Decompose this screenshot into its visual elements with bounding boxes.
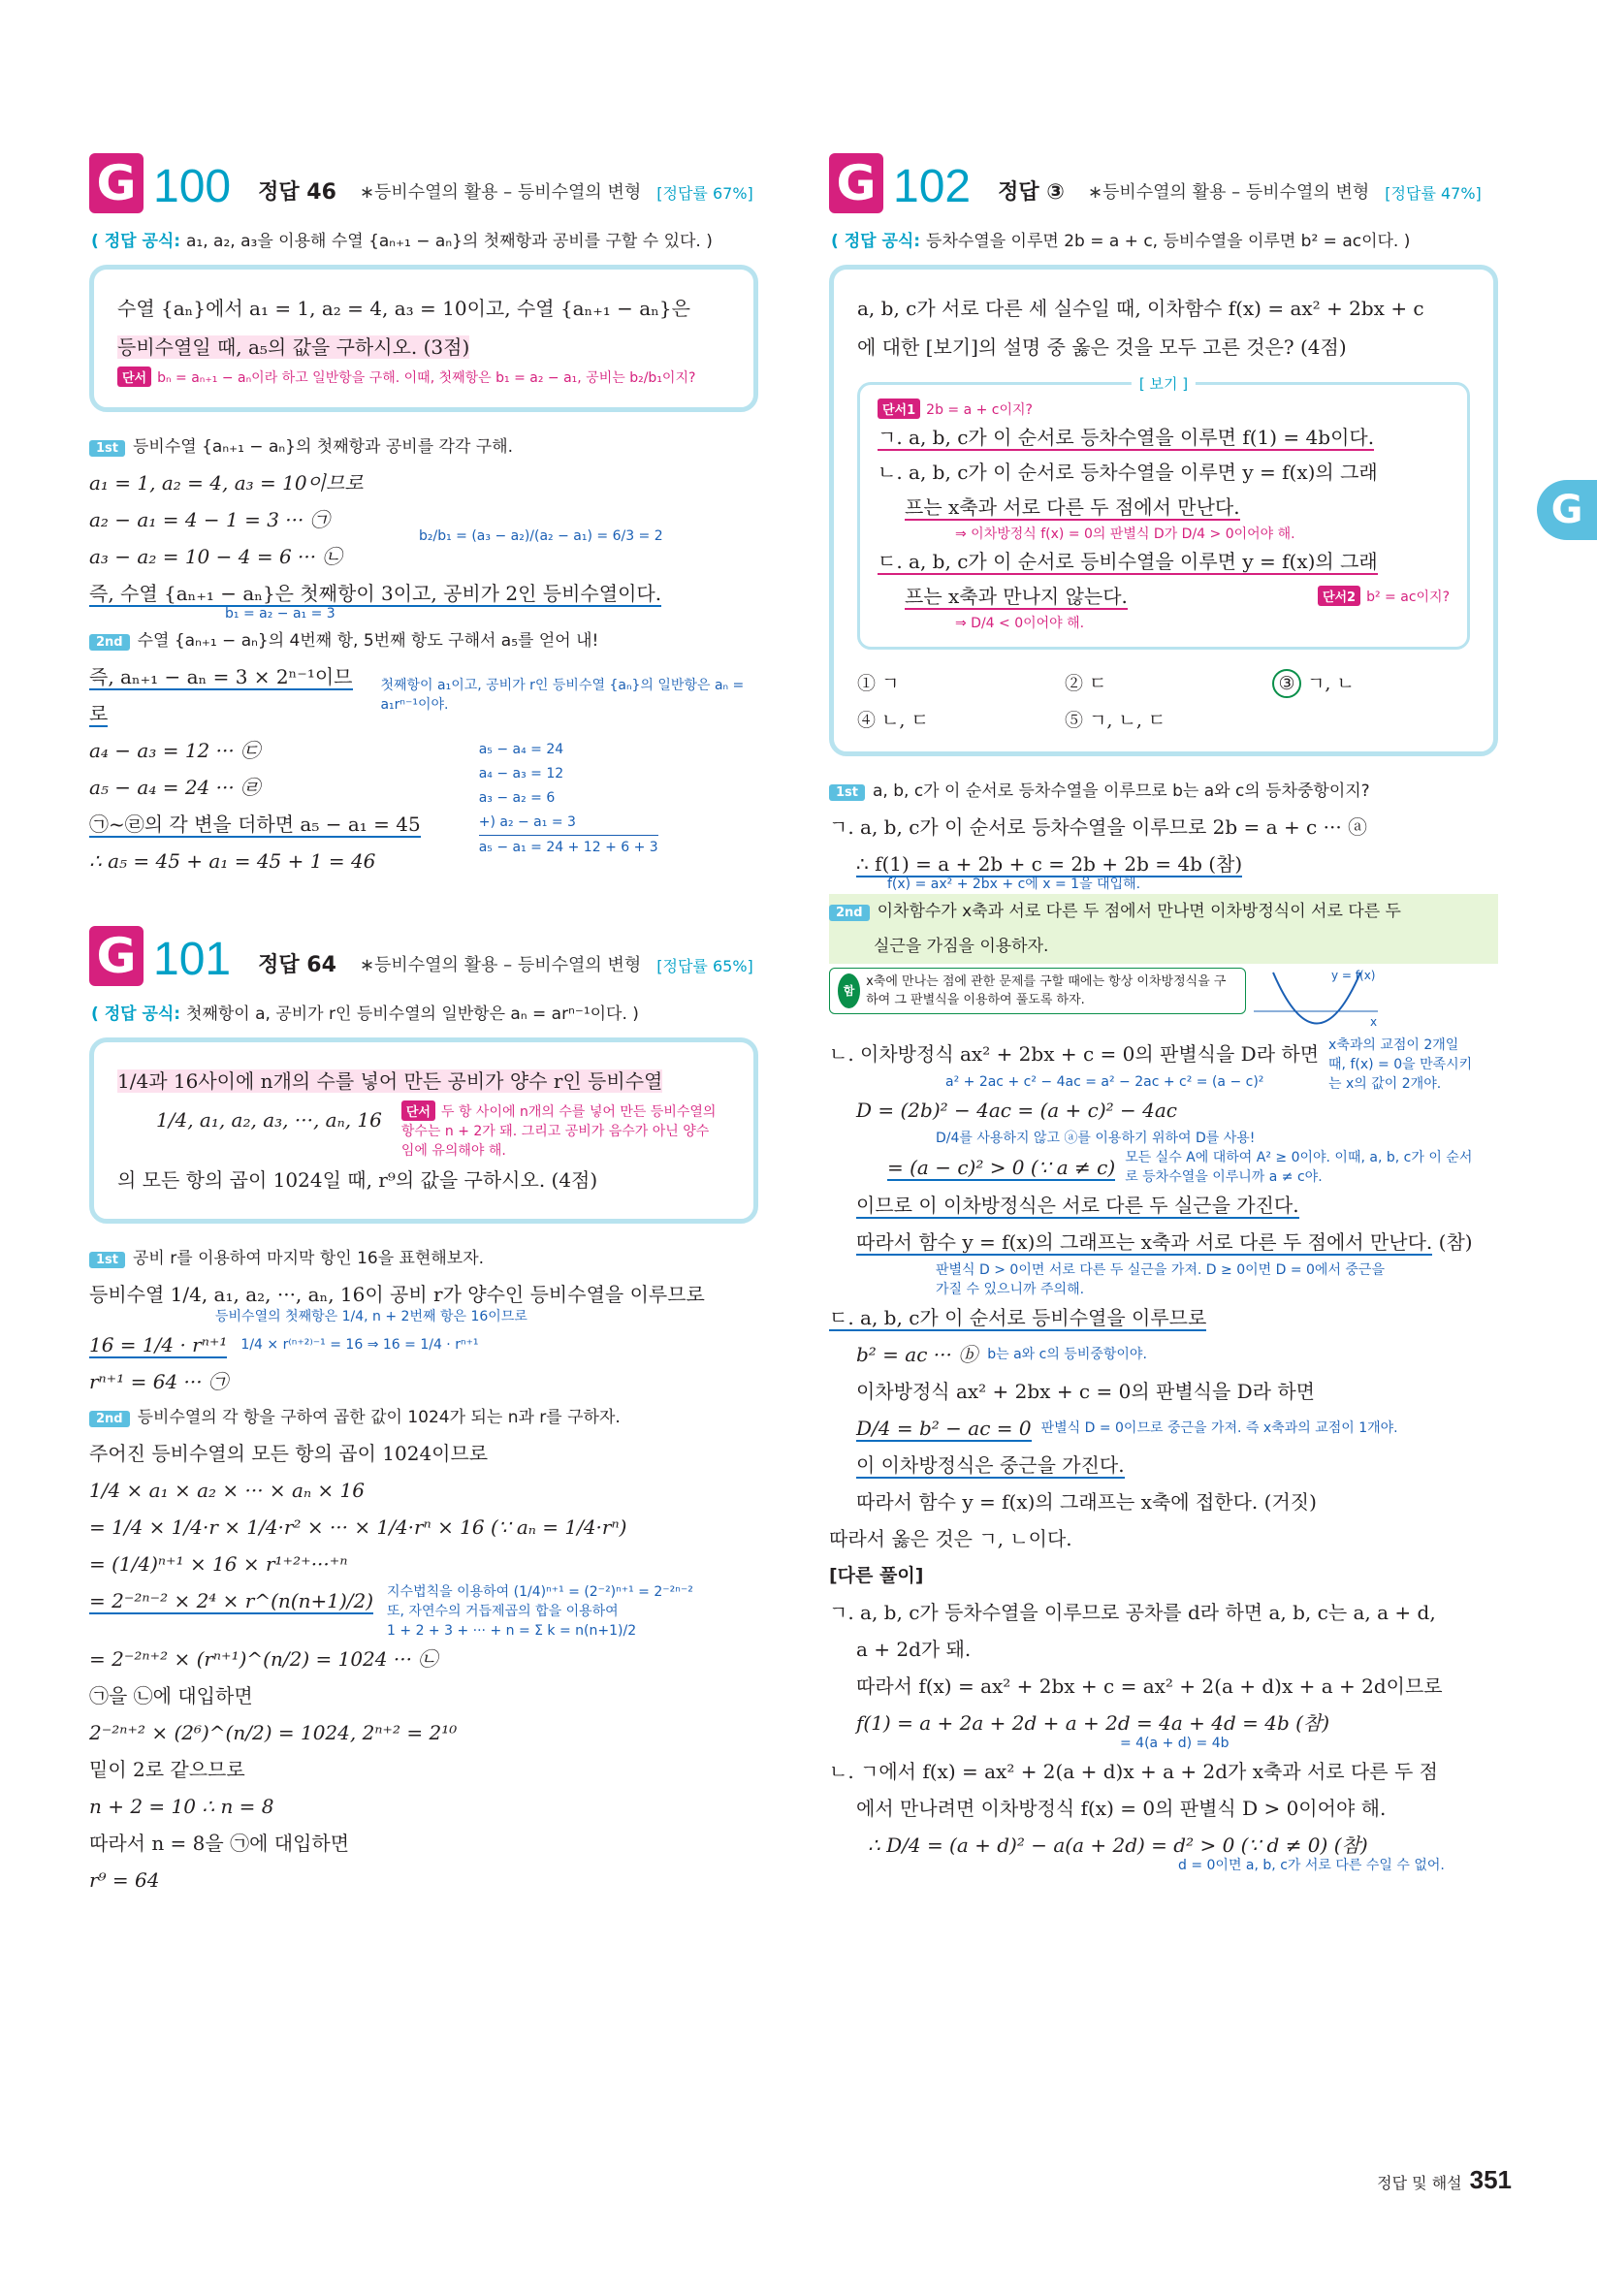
bogi-note-3: ⇒ D/4 < 0이어야 해.: [955, 616, 1085, 631]
question-box: [829, 265, 1498, 756]
problem-102: [829, 145, 1498, 1875]
side-note: 등비수열의 첫째항은 1/4, n + 2번째 항은 16이므로: [215, 1309, 527, 1324]
solution-line: ∴ f(1) = a + 2b + c = 2b + 2b = 4b (참): [856, 852, 1243, 876]
side-note: 1/4 × r⁽ⁿ⁺²⁾⁻¹ = 16 ⇒ 16 = 1/4 · rⁿ⁺¹: [240, 1337, 479, 1353]
answer-label: 정답 ③: [998, 180, 1065, 205]
choice-2: ② ㄷ: [1065, 673, 1107, 694]
solution-line: 이차방정식 ax² + 2bx + c = 0의 판별식을 D라 하면: [856, 1380, 1315, 1403]
alt-line: ㄱ. a, b, c가 등차수열을 이루므로 공차를 d라 하면 a, b, c는 a, a + d,: [829, 1601, 1436, 1624]
solution-line: n + 2 = 10 ∴ n = 8: [89, 1795, 274, 1818]
question-line-2: 에 대한 [보기]의 설명 중 옳은 것을 모두 고른 것은? (4점): [857, 335, 1347, 359]
solution-line: 즉, 수열 {aₙ₊₁ − aₙ}은 첫째항이 3이고, 공비가 2인 등비수열이다.: [89, 582, 662, 605]
side-note: f(x) = ax² + 2bx + c에 x = 1을 대입해.: [887, 877, 1141, 892]
solution-line: = (a − c)² > 0 (∵ a ≠ c): [887, 1156, 1116, 1179]
side-note: 모든 실수 A에 대하여 A² ≥ 0이야. 이때, a, b, c가 이 순서로 등차수열을 이루니까 a ≠ c야.: [1125, 1150, 1473, 1185]
choice-3: ③ ㄱ, ㄴ: [1272, 669, 1470, 698]
solution-line: D = (2b)² − 4ac = (a + c)² − 4ac: [856, 1099, 1177, 1122]
solution-line: ㄱ. a, b, c가 이 순서로 등차수열을 이루므로 2b = a + c ··· ⓐ: [829, 815, 1368, 839]
solution: [89, 1241, 758, 1898]
choice-5: ⑤ ㄱ, ㄴ, ㄷ: [1065, 710, 1166, 731]
right-column: [829, 145, 1498, 1875]
solution-line: 이 이차방정식은 중근을 가진다.: [856, 1453, 1125, 1477]
bogi-box: [857, 375, 1470, 650]
solution-line: a₁ = 1, a₂ = 4, a₃ = 10이므로: [89, 471, 364, 494]
alt-line: a + 2d가 돼.: [856, 1638, 972, 1661]
answer-choices: [857, 669, 1470, 732]
solution-line: 16 = 1/4 · rⁿ⁺¹: [89, 1333, 228, 1356]
page-footer: [1377, 2165, 1512, 2195]
answer-label: 정답 64: [258, 953, 336, 977]
trap-box: 함정 x축에 만나는 점에 관한 문제를 구할 때에는 항상 이차방정식을 구하여 그 판별식을 이용하여 풀도록 하자.: [829, 968, 1246, 1014]
alt-solution-title: [다른 풀이]: [829, 1565, 924, 1586]
side-note: 판별식 D = 0이므로 중근을 가져. 즉 x축과의 교점이 1개야.: [1040, 1420, 1398, 1436]
side-note: 첫째항이 a₁이고, 공비가 r인 등비수열 {aₙ}의 일반항은 aₙ = a₁rⁿ⁻¹이야.: [380, 678, 745, 713]
bogi-item-3: ㄷ. a, b, c가 이 순서로 등비수열을 이루면 y = f(x)의 그래: [878, 550, 1378, 573]
side-note: D/4를 사용하지 않고 ⓐ를 이용하기 위하여 D를 사용!: [936, 1131, 1256, 1146]
alt-line: f(1) = a + 2a + 2d + a + 2d = 4a + 4d = 4b (참): [856, 1711, 1330, 1735]
hint: 단서 bₙ = aₙ₊₁ − aₙ이라 하고 일반항을 구해. 이때, 첫째항은 b₁ = a₂ − a₁, 공비는 b₂/b₁이지?: [117, 367, 730, 388]
hint: 단서 두 항 사이에 n개의 수를 넣어 만든 등비수열의 항수는 n + 2가 돼. 그리고 공비가 음수가 아닌 양수임에 유의해야 해.: [401, 1100, 721, 1161]
problem-header: [829, 145, 1498, 213]
solution-line: 따라서 옳은 것은 ㄱ, ㄴ이다.: [829, 1527, 1072, 1550]
side-note: = 4(a + d) = 4b: [1120, 1736, 1230, 1751]
side-note: a² + 2ac + c² − 4ac = a² − 2ac + c² = (a − c)²: [945, 1074, 1264, 1090]
page-number: 351: [1469, 2165, 1512, 2194]
solution-line: ㉠을 ㉡에 대입하면: [89, 1684, 253, 1707]
solution-line: 즉, aₙ₊₁ − aₙ = 3 × 2ⁿ⁻¹이므로: [89, 665, 353, 725]
alt-line: ㄴ. ㄱ에서 f(x) = ax² + 2(a + d)x + a + 2d가 x축과 서로 다른 두 점: [829, 1760, 1438, 1783]
answer-label: 정답 46: [258, 180, 336, 205]
solution-line: ㄷ. a, b, c가 이 순서로 등비수열을 이루므로: [829, 1306, 1207, 1329]
alt-line: ∴ D/4 = (a + d)² − a(a + 2d) = d² > 0 (∵ d ≠ 0) (참): [868, 1834, 1368, 1857]
solution-line: ㉠~㉣의 각 변을 더하면 a₅ − a₁ = 45: [89, 813, 421, 836]
side-sum: a₅ − a₄ = 24 a₄ − a₃ = 12 a₃ − a₂ = 6 +) a₂ − a₁ = 3 a₅ − a₁ = 24 + 12 + 6 + 3: [478, 742, 658, 855]
problem-number: 102: [893, 161, 972, 212]
side-note: d = 0이면 a, b, c가 서로 다른 수일 수 없어.: [1178, 1858, 1445, 1873]
solution-line: 주어진 등비수열의 모든 항의 곱이 1024이므로: [89, 1442, 489, 1465]
section-tab-g: G: [1537, 480, 1597, 540]
parabola-graph: [1254, 968, 1380, 1036]
solution: [89, 430, 758, 879]
step-1-heading: 1st a, b, c가 이 순서로 등차수열을 이루므로 b는 a와 c의 등차중항이지?: [829, 774, 1498, 809]
side-note: b는 a와 c의 등비중항이야.: [987, 1347, 1147, 1362]
choice-4: ④ ㄴ, ㄷ: [857, 710, 929, 731]
solution-line: a₃ − a₂ = 10 − 4 = 6 ··· ㉡: [89, 545, 342, 568]
solution-line: a₂ − a₁ = 4 − 1 = 3 ··· ㉠: [89, 508, 330, 531]
question-line-3: 의 모든 항의 곱이 1024일 때, r⁹의 값을 구하시오. (4점): [117, 1168, 598, 1192]
step-1-heading: 1st 등비수열 {aₙ₊₁ − aₙ}의 첫째항과 공비를 각각 구해.: [89, 430, 758, 464]
step-2-heading: 2nd 등비수열의 각 항을 구하여 곱한 값이 1024가 되는 n과 r를 구하자.: [89, 1400, 758, 1435]
accuracy-rate: [정답률 67%]: [656, 184, 753, 203]
hint-1: 단서1 2b = a + c이지?: [878, 399, 1450, 420]
solution-line: 이므로 이 이차방정식은 서로 다른 두 실근을 가진다.: [856, 1194, 1299, 1217]
solution-line: 밑이 2로 같으므로: [89, 1758, 245, 1781]
solution-line: 따라서 함수 y = f(x)의 그래프는 x축에 접한다. (거짓): [856, 1490, 1317, 1514]
bogi-item-2: ㄴ. a, b, c가 이 순서로 등차수열을 이루면 y = f(x)의 그래: [878, 461, 1378, 484]
solution-line: = 2⁻²ⁿ⁻² × 2⁴ × r^(n(n+1)/2): [89, 1589, 374, 1612]
solution-line: ∴ a₅ = 45 + a₁ = 45 + 1 = 46: [89, 849, 376, 873]
step-1-heading: 1st 공비 r를 이용하여 마지막 항인 16을 표현해보자.: [89, 1241, 758, 1276]
solution: [829, 774, 1498, 1875]
question-line-2: 등비수열일 때, a₅의 값을 구하시오. (3점): [117, 335, 470, 359]
bogi-note-2: ⇒ 이차방정식 f(x) = 0의 판별식 D가 D/4 > 0이어야 해.: [955, 526, 1295, 542]
topic-label: ∗등비수열의 활용 – 등비수열의 변형: [359, 182, 642, 203]
bogi-item-1: ㄱ. a, b, c가 이 순서로 등차수열을 이루면 f(1) = 4b이다.: [878, 426, 1375, 449]
answer-formula: ( 정답 공식: a₁, a₂, a₃을 이용해 수열 {aₙ₊₁ − aₙ}의 첫째항과 공비를 구할 수 있다. ): [91, 232, 713, 251]
topic-label: ∗등비수열의 활용 – 등비수열의 변형: [1087, 182, 1370, 203]
problem-number: 101: [153, 934, 232, 985]
accuracy-rate: [정답률 65%]: [656, 957, 753, 975]
graph-label: y = f(x): [1331, 969, 1376, 982]
problem-header: [89, 145, 758, 213]
solution-line: ㄴ. 이차방정식 ax² + 2bx + c = 0의 판별식을 D라 하면: [829, 1042, 1320, 1066]
problem-101: [89, 918, 758, 1898]
solution-line: b² = ac ··· ⓑ: [856, 1343, 978, 1366]
accuracy-rate: [정답률 47%]: [1385, 184, 1482, 203]
solution-line: = (1/4)ⁿ⁺¹ × 16 × r¹⁺²⁺···⁺ⁿ: [89, 1552, 348, 1576]
g-logo: G: [89, 926, 144, 986]
problem-100: [89, 145, 758, 879]
question-box: [89, 1037, 758, 1224]
side-note: b₁ = a₂ − a₁ = 3: [225, 606, 335, 622]
choice-1: ① ㄱ: [857, 673, 900, 694]
solution-line: 등비수열 1/4, a₁, a₂, ···, aₙ, 16이 공비 r가 양수인 등비수열을 이루므로: [89, 1283, 705, 1306]
solution-line: = 1/4 × 1/4·r × 1/4·r² × ··· × 1/4·rⁿ × 16 (∵ aₙ = 1/4·rⁿ): [89, 1515, 627, 1539]
alt-line: 따라서 f(x) = ax² + 2bx + c = ax² + 2(a + d)x + a + 2d이므로: [856, 1674, 1443, 1698]
answer-formula: ( 정답 공식: 등차수열을 이루면 2b = a + c, 등비수열을 이루면 b² = ac이다. ): [831, 232, 1411, 251]
problem-header: [89, 918, 758, 986]
selected-mark: ③: [1272, 669, 1301, 698]
footer-label: 정답 및 해설: [1377, 2174, 1462, 2192]
graph-axis-label: x: [1370, 1015, 1378, 1029]
side-note: x축과의 교점이 2개일 때, f(x) = 0을 만족시키는 x의 값이 2개야.: [1328, 1037, 1473, 1092]
trap-tag: 함정: [838, 973, 860, 1008]
question-line-2: 1/4, a₁, a₂, a₃, ···, aₙ, 16: [156, 1108, 382, 1132]
solution-line: r⁹ = 64: [89, 1868, 160, 1892]
solution-line: 따라서 함수 y = f(x)의 그래프는 x축과 서로 다른 두 점에서 만난다. (참): [856, 1230, 1473, 1254]
solution-line: 1/4 × a₁ × a₂ × ··· × aₙ × 16: [89, 1479, 365, 1502]
hint-2: 단서2 b² = ac이지?: [1318, 586, 1450, 607]
topic-label: ∗등비수열의 활용 – 등비수열의 변형: [359, 955, 642, 975]
problem-number: 100: [153, 161, 232, 212]
bogi-item-2-cont: 프는 x축과 서로 다른 두 점에서 만난다.: [905, 495, 1240, 519]
solution-line: 2⁻²ⁿ⁺² × (2⁶)^(n/2) = 1024, 2ⁿ⁺² = 2¹⁰: [89, 1721, 458, 1744]
solution-line: D/4 = b² − ac = 0: [856, 1417, 1032, 1440]
g-logo: G: [829, 153, 883, 213]
question-line-1: 수열 {aₙ}에서 a₁ = 1, a₂ = 4, a₃ = 10이고, 수열 {aₙ₊₁ − aₙ}은: [117, 297, 690, 320]
side-note: 판별식 D > 0이면 서로 다른 두 실근을 가져. D ≥ 0이면 D = 0에서 중근을 가질 수 있으니까 주의해.: [936, 1262, 1385, 1297]
solution-line: = 2⁻²ⁿ⁺² × (rⁿ⁺¹)^(n/2) = 1024 ··· ㉡: [89, 1647, 438, 1671]
question-line-1: 1/4과 16사이에 n개의 수를 넣어 만든 공비가 양수 r인 등비수열: [117, 1069, 663, 1093]
step-2-heading: 2nd 이차함수가 x축과 서로 다른 두 점에서 만나면 이차방정식이 서로 다른 두 실근을 가짐을 이용하자.: [829, 894, 1498, 964]
answer-formula: ( 정답 공식: 첫째항이 a, 공비가 r인 등비수열의 일반항은 aₙ = arⁿ⁻¹이다. ): [91, 1004, 639, 1024]
bogi-item-3-cont: 프는 x축과 만나지 않는다.: [905, 585, 1128, 608]
solution-line: a₅ − a₄ = 24 ··· ㉣: [89, 776, 261, 799]
alt-line: 에서 만나려면 이차방정식 f(x) = 0의 판별식 D > 0이어야 해.: [856, 1797, 1387, 1820]
solution-line: a₄ − a₃ = 12 ··· ㉢: [89, 739, 261, 762]
step-2-heading: 2nd 수열 {aₙ₊₁ − aₙ}의 4번째 항, 5번째 항도 구해서 a₅를 얻어 내!: [89, 623, 758, 658]
side-note: b₂/b₁ = (a₃ − a₂)/(a₂ − a₁) = 6/3 = 2: [419, 528, 663, 544]
question-line-1: a, b, c가 서로 다른 세 실수일 때, 이차함수 f(x) = ax² + 2bx + c: [857, 297, 1424, 320]
solution-line: rⁿ⁺¹ = 64 ··· ㉠: [89, 1370, 228, 1393]
left-column: [89, 145, 758, 1898]
side-note-group: 지수법칙을 이용하여 (1/4)ⁿ⁺¹ = (2⁻²)ⁿ⁺¹ = 2⁻²ⁿ⁻² 또, 자연수의 거듭제곱의 합을 이용하여 1 + 2 + 3 + ··· + n = Σ k = n(n+1)/2: [387, 1584, 693, 1639]
g-logo: G: [89, 153, 144, 213]
bogi-title: [ 보기 ]: [1132, 373, 1196, 394]
question-box: [89, 265, 758, 412]
solution-line: 따라서 n = 8을 ㉠에 대입하면: [89, 1832, 350, 1855]
